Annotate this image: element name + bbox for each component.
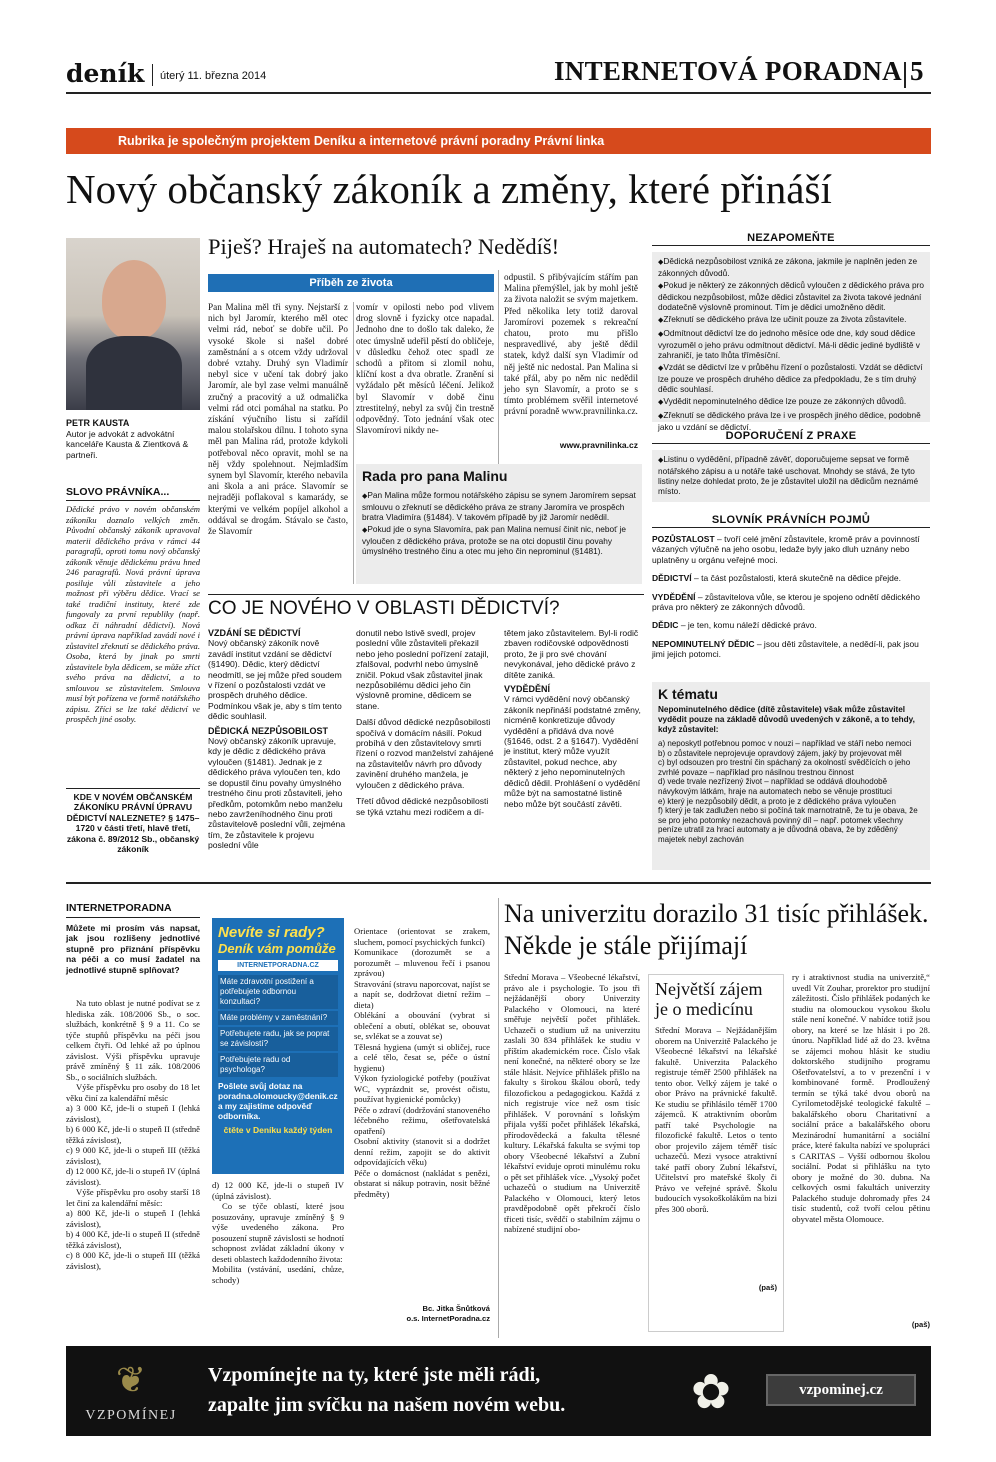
uni-col-1: Střední Morava – Všeobecné lékařství, právo ale i psychologie. To jsou tři nejžádanější obory Univerzity Palackého v Olomouci, na které směřuje největší počet přihlášek. Uchazeči o studium už na univerzitu zaslali 30 834 přihlášek ke studiu v příštím akademickém roce. Číslo však není konečné, na některé obory se lze stále hlásit. Nejvíce přihlášek přišlo na fakulty s širokou škálou oborů, tedy filozofickou a pedagogickou. Každá z nich registruje více než osm tisíc přihlášek. V porovnání s loňským přijala vyšší počet přihlášek lékařská, přírodovědecká a fakulta tělesné kultury. Lékařská fakulta se svými top obory Všeobecné lékařství a Zubní lékařství eviduje oproti minulému roku o pět set přihlášek více. „Vysoký počet uchazečů o studium na Univerzitě Palackého v Olomouci, který letos pravděpodobně opět překročí číslo třiceti tisíc, svědčí o stabilním zájmu o nabízené studijní obo- (504, 972, 640, 1234)
co-heading: VYDĚDĚNÍ (504, 684, 551, 695)
story-kicker: Příběh ze života (208, 274, 494, 292)
nezapomente-item: ◆ Odmítnout dědictví lze do jednoho měsíce ode dne, kdy soud dědice vyrozuměl o jeho právu odmítnout dědictví. Má-li dědic jediné bydliště v zahraničí, je tato lhůta tříměsíční. (658, 328, 924, 360)
uni-col-2: Střední Morava – Nejžádanějším oborem na Univerzitě Palackého je Všeobecné lékařství na lékařské fakultě. Univerzita Palackého registruje téměř 2500 přihlášek na tento obor. Velký zájem je také o obor Právo na právnické fakultě. Ke studiu se přihlásilo téměř 1700 zájemců. K atraktivním oborům patří také Psychologie na filozofické fakultě. Letos o tento obor projevilo zájem téměř tisíc uchazečů. Mezi vysoce atraktivní také patří obory Zubní lékařství, Učitelství pro mateřské školy či Právo ve veřejné správě. Školu budoucích vysokoškolákům na bizi přes 300 oborů. (655, 1025, 777, 1214)
poradna-area: Tělesná hygiena (umýt si obličej, ruce a celé tělo, česat se, péče o ústní hygienu) (354, 1041, 490, 1073)
nezapomente-item: ◆ Zřeknutí se dědického práva lze i ve prospěch jiného dědice, podobně jako u vzdání se dědictví. (658, 410, 924, 432)
nezapomente-item: ◆ Zřeknutí se dědického práva lze učinit pouze za života zůstavitele. (658, 314, 924, 326)
doporuceni-item: ◆ Listinu o vydědění, případně závěť, doporučujeme sepsat ve formě notářského zápisu a u notáře také uschovat. Mnohdy se stává, že tyto listiny nelze dohledat proto, že je zůstavitel uložil na dědicům neznámé místo. (658, 454, 924, 496)
ktematu-item: e) který je nezpůsobilý dědit, a proto je z dědického práva vyloučen (658, 796, 896, 806)
footer-url-button[interactable]: vzpominej.cz (766, 1374, 916, 1406)
slovo-box: KDE V NOVÉM OBČANSKÉM ZÁKONÍKU PRÁVNÍ ÚPRAVU DĚDICTVÍ NALEZNETE? § 1475–1720 v části třetí, hlavě třetí, zákona č. 89/2012 Sb., občanský zákoník (66, 788, 200, 872)
poradna-list-item: d) 12 000 Kč, jde-li o stupeň IV (úplná závislost). (212, 1180, 344, 1201)
poradna-list-item: b) 4 000 Kč, jde-li o stupeň II (středně těžká závislost), (66, 1229, 200, 1250)
doporuceni-title: DOPORUČENÍ Z PRAXE (652, 430, 930, 444)
ktematu-item: b) o zůstavitele neprojevuje opravdový zájem, jaký by projevovat měl (658, 748, 902, 758)
poradna-paragraph: Výše příspěvku pro osoby do 18 let věku činí za kalendářní měsíc (66, 1082, 200, 1103)
poradna-paragraph: Co se týče oblastí, které jsou posuzovány, upravuje zmíněný § 9 výše uvedeného zákona. Pro posouzení stupně závislosti se hodnotí schopnost zvládat základní úkony v deseti oblastech každodenního života: (212, 1201, 344, 1264)
co-paragraph: tětem jako zůstavitelem. Byl-li rodič zbaven rodičovské odpovědnosti proto, že ji pro své chování nevykonával, jeho dědické právo z dítěte zaniká. (504, 628, 639, 680)
issue-date: úterý 11. března 2014 (160, 70, 267, 82)
ad-item: Potřebujete radu od psychologa? (218, 1053, 338, 1077)
poradna-list-item: a) 3 000 Kč, jde-li o stupeň I (lehká závislost), (66, 1103, 200, 1124)
rada-item: ◆ Pan Malina může formou notářského zápisu se synem Jaromírem sepsat smlouvu o zřeknutí se dědického práva ze strany Jaromíra ve prospěch bratra Vladimíra (§1484). V takovém případě by již Jaromír nedědil. (362, 490, 636, 522)
author-name: PETR KAUSTA (66, 418, 130, 428)
co-col-1 (208, 628, 346, 872)
poradna-list-item: c) 9 000 Kč, jde-li o stupeň III (těžká závislost), (66, 1145, 200, 1166)
co-paragraph: Třetí důvod dědické nezpůsobilosti se týká vztahu mezi rodičem a dí- (356, 796, 489, 817)
nezapomente-item: ◆ Pokud je některý ze zákonných dědiců vyloučen z dědického práva pro dědickou nezpůsobilost, může dědici zůstavitel za života takové jednání dodatečně výslovně prominout. Tím je dědici umožněno dědit. (658, 280, 924, 312)
poradna-list-item: b) 6 000 Kč, jde-li o stupeň II (středně těžká závislost), (66, 1124, 200, 1145)
ktematu-title: K tématu (658, 686, 718, 702)
poradna-area: Oblékání a obouvání (vybrat si oblečení a obutí, oblékat se, obouvat se, svlékat se a zouvat se) (354, 1010, 490, 1041)
co-paragraph: Nový občanský zákoník upravuje, kdy je dědic z dědického práva vyloučen (§1481). Jednak je z dědického práva vyloučen ten, kdo se dopustil činu povahy úmyslného trestného činu proti zůstaviteli, jeho předkům, potomkům nebo manželu nebo zavrženíhodného činu proti zůstavitelově poslední vůli, zejména tím, že zůstavitele k projevu poslední vůle (208, 736, 346, 851)
footer-line-1: Vzpomínejte na ty, které jste měli rádi, (208, 1364, 541, 1386)
ad-item: Máte problémy v zaměstnání? (218, 1011, 338, 1025)
co-paragraph: Další důvod dědické nezpůsobilosti spočívá v domácím násilí. Pokud probíhá v den zůstavitelovy smrti řízení o rozvod manželství zahájené na zůstavitelův návrh pro důvody zavinění druhého manžela, je vyloučen z dědického práva. (356, 717, 494, 790)
ktematu-item: c) byl odsouzen pro trestní čin spáchaný za okolností svědčících o jeho zvrhlé povaze – například pro násilnou trestnou činnost (658, 758, 911, 777)
story-source[interactable]: www.pravnilinka.cz (559, 440, 638, 450)
slovnik-item: VYDĚDĚNÍ – zůstavitelova vůle, se kterou je spojeno odnětí dědického práva pro některý ze zákonných důvodů. (652, 591, 920, 613)
slovo-title: SLOVO PRÁVNÍKA... (66, 486, 170, 498)
poradna-signature: Bc. Jitka Šnůtková o.s. InternetPoradna.cz (406, 1304, 490, 1323)
poradna-area: Orientace (orientovat se zrakem, sluchem, pomocí psychických funkcí) (354, 926, 490, 947)
uni-box (648, 974, 784, 1332)
co-col-3 (504, 628, 642, 872)
co-heading: VZDÁNÍ SE DĚDICTVÍ (208, 628, 301, 638)
story-col-1: Pan Malina měl tři syny. Nejstarší z nich byl Jaromír, kterého měl otec velmi rád, neboť se dobře učil. Po vysoké škole si našel dobré zaměstnání a s otcem vždy udržoval dobré vztahy. Druhý syn Vladimír nebyl sice v učení tak dobrý jako Jaromír, ale byl zase velmi manuálně zručný a pracovitý a už odmalička velmi rád otci pomáhal na statku. Po získání výučního listu si zařídil malou stolařskou dílnu. I tohoto syna měl pan Malina rád, protože kdykoli potřeboval něco opravit, mohl se na něj vždy spolehnout. Nejmladším synem byl Slavomír, kterého nebavila ani škola a ani práce. Slavomír se nejraději poflakoval s kamarády, se kterými ve velkém popíjel alkohol a oddával se drogám. Stávalo se často, že Slavomír (208, 302, 348, 537)
poradna-area: Stravování (stravu naporcovat, najíst se a napít se, dodržovat dietní režim – dieta) (354, 978, 490, 1010)
poradna-list-item: a) 800 Kč, jde-li o stupeň I (lehká závislost), (66, 1208, 200, 1229)
nezapomente-item: ◆ Vydědit nepominutelného dědice lze pouze ze zákonných důvodů. (658, 396, 924, 408)
ad-title-2: Deník vám pomůže (218, 941, 336, 956)
rada-item: ◆ Pokud jde o syna Slavomíra, pak pan Malina nemusí činit nic, neboť je vyloučen z dědického práva, protože se na otci dopustil činu povahy úmyslného trestného činu a otec mu jeho čin neprominul (§1481). (362, 524, 636, 556)
poradna-ad[interactable] (212, 918, 344, 1174)
poradna-title: INTERNETPORADNA (66, 902, 172, 914)
uni-col-3: ry i atraktivnost studia na univerzitě,“ uvedl Vít Zouhar, prorektor pro studijní záležitosti. Číslo přihlášek podaných ke studiu na olomouckou vysokou školu stále není konečné. V nabídce totiž jsou obory, na které se lze hlásit i po 28. únoru. Například lidé až do 23. května se zájemci mohou hlásit ke studiu doktorského studijního programu Ošetřovatelství, a to v prezenční i v kombinované formě. Prodloužený termín se týká také dvou oborů na Cyrilometodějské teologické fakultě – bakalářského oboru Charitativní a sociální práce a bakalářského oboru Mezinárodní humanitární a sociální práce, které fakulta nabízí ve spolupráci s CARITAS – Vyšší odbornou školou sociální. Podat si přihlášku na tyto obory je možné do 30. dubna. Na celkových osmi fakultách univerzity Palackého studuje dohromady přes 24 tisíc studentů, což tvoří celou pětinu obyvatel města Olomouce. (792, 972, 930, 1224)
slovnik-list (652, 534, 930, 674)
footer-brand: VZPOMÍNEJ (85, 1408, 177, 1423)
slovnik-item: DĚDIC – je ten, komu náleží dědické právo. (652, 620, 817, 631)
ad-item: Potřebujete radu, jak se poprat se závislostí? (218, 1027, 338, 1051)
section-title: INTERNETOVÁ PORADNA (554, 56, 902, 86)
ktematu-lead: Nepominutelného dědice (dítě zůstavitele) však může zůstavitel vydědit pouze na základě důvodů uvedených v zákoně, a to tehdy, když zůstavitel: (658, 705, 915, 734)
main-headline: Nový občanský zákoník a změny, které přináší (66, 166, 832, 212)
nezapomente-item: ◆ Vzdát se dědictví lze v průběhu řízení o pozůstalosti. Vzdát se dědictví lze pouze ve prospěch druhého dědice za předpokladu, že s tím druhý dědic souhlasí. (658, 362, 924, 394)
slovnik-title: SLOVNÍK PRÁVNÍCH POJMŮ (652, 514, 930, 528)
nezapomente-item: ◆ Dědická nezpůsobilost vzniká ze zákona, jakmile je naplněn jeden ze zákonných důvodů. (658, 256, 924, 278)
poradna-area: Výkon fyziologické potřeby (používat WC, vyprázdnit se, provést očistu, používat hygienické pomůcky) (354, 1073, 490, 1104)
author-photo (66, 238, 200, 410)
uni-signature: (paš) (911, 1320, 930, 1329)
poradna-col-1 (66, 998, 200, 1334)
doporuceni-box (652, 450, 930, 502)
ktematu-item: a) neposkytl potřebnou pomoc v nouzi – například ve stáří nebo nemoci (658, 739, 912, 748)
uni-box-signature: (paš) (758, 1283, 777, 1292)
slovnik-item: DĚDICTVÍ – ta část pozůstalosti, která skutečně na dědice přejde. (652, 573, 901, 584)
ad-footer: čtěte v Deníku každý týden (223, 1125, 333, 1135)
poradna-col-3 (354, 926, 490, 1302)
project-banner: Rubrika je společným projektem Deníku a internetové právní poradny Právní linka (66, 128, 931, 154)
co-paragraph: V rámci vydědění nový občanský zákoník nepřináší podstatné změny, nicméně konkretizuje důvody vydědění a přidává dva nové (§1646, odst. 2 a §1647). Vydědění je institut, který může využít zůstavitel, pokud nechce, aby některý z jeho nepominutelných dědiců dědil. Prohlášení o vydědění může být na samostatné listině nebo může být součástí závěti. (504, 694, 641, 809)
author-bio: Autor je advokát z advokátní kanceláře Kausta & Zientková & partneři. (66, 429, 189, 460)
poradna-area: Péče o domácnost (nakládat s penězi, obstarat si nákup potravin, nosit běžné předměty) (354, 1167, 490, 1199)
co-paragraph: donutil nebo lstivě svedl, projev poslední vůle zůstaviteli překazil nebo jeho poslední pořízení zatajil, zfalšoval, podvrhl nebo úmyslně zničil. Pokud však zůstavitel jinak nezpůsobilému dědici jeho čin výslovně promine, dědicem se stane. (356, 628, 489, 711)
rada-box (356, 464, 642, 584)
poradna-col-2 (212, 1180, 344, 1316)
co-col-2 (356, 628, 494, 872)
slovo-text: Dědické právo v novém občanském zákoníku doznalo velkých změn. Původní občanský zákoník upravoval materii dědického práva v rámci 44 paragrafů, oproti tomu nový občanský zákoník věnuje dědickému právu hned 246 paragrafů. Nová právní úprava posiluje vůli zůstavitele a jeho možnost při výběru dědice. Vrací se také tradiční instituty, které zde fungovaly za první republiky (např. odkaz či náhradní dědictví). Nová právní úprava například zavádí nové i zůstavitel zřeknutí se dědického práva. Osoba, která by jinak po smrti zůstavitele byla dědicem, se může zříct svého práva na dědictví, a to smlouvou se zůstavitelem. Smlouva musí být pořízena ve formě notářského zápisu. Zříci se lze také dědictví ve prospěch jiné osoby. (66, 504, 200, 724)
poradna-list-item: d) 12 000 Kč, jde-li o stupeň IV (úplná závislost). (66, 1166, 200, 1187)
footer-line-2: zapalte jim svíčku na našem novém webu. (208, 1394, 566, 1416)
ad-title: Nevíte si rady? (218, 924, 325, 941)
page-number: 5 (910, 56, 924, 86)
story-col-2: vomír v opilosti nebo pod vlivem drog slovně i fyzicky otce napadal. Jednoho dne to došlo tak daleko, že otec úmyslně udeřil pěstí do obličeje, v důsledku čehož otec spadl ze schodů a přitom si zlomil nohu, klíční kost a dva obratle. Zranění si vyžádalo pět měsíců léčení. Jelikož byl Slavomír v době činu ztrestitelný, nebyl za svůj čin trestně odpovědný. Toto jednání však otec Slavomírovi nikdy ne- (356, 302, 494, 436)
rada-title: Rada pro pana Malinu (362, 468, 508, 484)
uni-headline: Na univerzitu dorazilo 31 tisíc přihlášek. Někde je stále přijímají (504, 899, 929, 960)
candle-icon: ❦ (115, 1360, 147, 1401)
ktematu-item: f) který je tak zadlužen nebo si počíná tak marnotratně, že tu je obava, že se pro jeho potomky nezachová povinný díl – např. potomek všechny peníze utratil za hrací automaty a je důvodná obava, že by zděděný majetek nebyl zachován (658, 806, 918, 844)
poradna-list-item: Mobilita (vstávání, usedání, chůze, schody) (212, 1264, 344, 1285)
nezapomente-box (652, 252, 930, 432)
footer-ad[interactable] (66, 1346, 931, 1436)
poradna-area: Osobní aktivity (stanovit si a dodržet denní režim, zapojit se do aktivit odpovídajících věku) (354, 1136, 490, 1167)
co-paragraph: Nový občanský zákoník nově zavádí institut vzdání se dědictví (§1490). Dědic, který dědictví neodmítl, se jej může před soudem v řízení o pozůstalosti vzdát ve prospěch druhého dědice. Podmínkou však je, aby s tím tento dědic souhlasil. (208, 638, 342, 722)
lily-icon: ✿ (690, 1364, 732, 1420)
poradna-question: Můžete mi prosím vás napsat, jak jsou rozlišeny jednotlivé stupně pro přiznání příspěvku na péči a co musí žadatel na jednotlivé stupně splňovat? (66, 923, 200, 975)
ad-contact: Pošlete svůj dotaz na poradna.olomoucky@denik.cz a my zajistíme odpověď odborníka. (218, 1081, 338, 1121)
co-heading: DĚDICKÁ NEZPŮSOBILOST (208, 725, 329, 736)
masthead-logo[interactable]: deník (66, 59, 145, 88)
uni-box-title: Největší zájem je o medicínu (655, 979, 763, 1019)
ad-item: Máte zdravotní postižení a potřebujete odbornou konzultaci? (218, 975, 338, 1009)
story-col-3: odpustil. S přibývajícím stářím pan Malina přemýšlel, jak by mohl ještě za života naložit se svým majetkem. Před několika lety totiž daroval Jaromírovi pozemek s rekreační chatou, proto mu přišlo nespravedlivé, aby ještě dědil statek, když další syn Vladimír od něj ještě nic nedostal. Pan Malina si také přál, aby po něm nic nedědil jeho syn Slavomír, a proto se s tímto problémem svěřil internetové právní poradně www.pravnilinka.cz. (504, 272, 638, 417)
poradna-paragraph: Výše příspěvku pro osoby starší 18 let činí za kalendářní měsíc: (66, 1187, 200, 1208)
ad-url[interactable]: INTERNETPORADNA.CZ (218, 960, 338, 971)
ktematu-box (652, 682, 930, 870)
slovnik-item: NEPOMINUTELNÝ DĚDIC – jsou děti zůstavitele, a nedědí-li, pak jsou jimi jejich potomci. (652, 638, 919, 660)
poradna-area: Péče o zdraví (dodržování stanoveného léčebného režimu, ošetřovatelská opatření) (354, 1104, 490, 1136)
poradna-list-item: c) 8 000 Kč, jde-li o stupeň III (těžká závislost), (66, 1250, 200, 1271)
poradna-paragraph: Na tuto oblast je nutné podívat se z hlediska zák. 108/2006 Sb., o soc. službách, konkrétně § 9 a 11. Co se týče stupňů příspěvku na péči jsou celkem čtyři. Od lehké až po úplnou závislost. Výši příspěvku upravuje právě zmíněný § 11 zák. 108/2006 Sb., o sociálních službách. (66, 998, 200, 1082)
story-title: Piješ? Hraješ na automatech? Nedědíš! (208, 234, 560, 259)
slovnik-item: POZŮSTALOST – tvoří celé jmění zůstavitele, kromě práv a povinností vázaných výlučně na jeho osobu, ledaže byly jako dluh uznány nebo uplatněny u orgánu veřejné moci. (652, 534, 920, 565)
poradna-area: Komunikace (dorozumět se a porozumět – mluvenou řečí i psanou zprávou) (354, 947, 490, 978)
co-title: CO JE NOVÉHO V OBLASTI DĚDICTVÍ? (208, 598, 560, 619)
ktematu-item: d) vede trvale nezřízený život – například se oddává dlouhodobě návykovým látkám, hraje na automatech nebo se věnuje prostituci (658, 777, 892, 796)
nezapomente-title: NEZAPOMEŇTE (652, 232, 930, 246)
